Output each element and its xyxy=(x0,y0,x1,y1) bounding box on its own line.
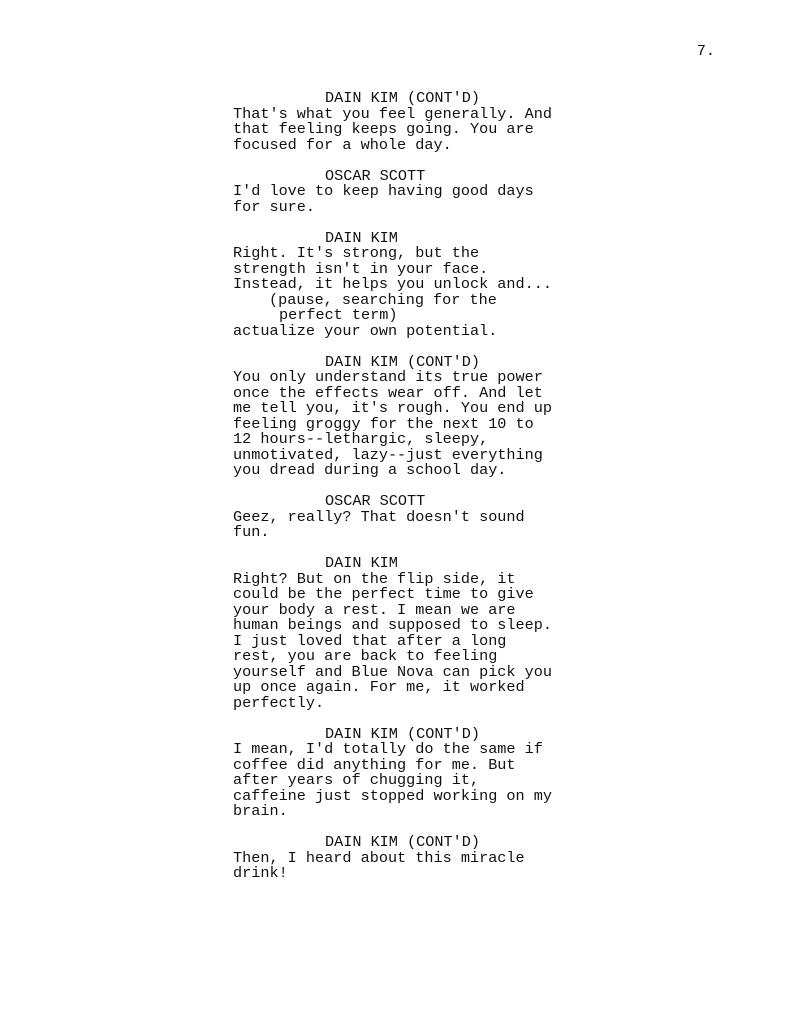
dialogue-line: could be the perfect time to give xyxy=(233,585,534,603)
dialogue-line: drink! xyxy=(233,864,288,882)
dialogue-line: perfectly. xyxy=(233,693,325,712)
character-name: DAIN KIM (CONT'D) xyxy=(325,833,480,851)
dialogue-block xyxy=(233,91,563,153)
parenthetical: perfect term) xyxy=(279,306,398,324)
screenplay-body xyxy=(233,91,563,897)
dialogue-line: fun. xyxy=(233,523,270,541)
dialogue-line: up once again. For me, it worked xyxy=(233,678,525,696)
character-name: DAIN KIM xyxy=(325,554,398,572)
dialogue-line: actualize your own potential. xyxy=(233,321,498,340)
page-number: 7. xyxy=(696,42,715,60)
parenthetical: (pause, searching for the xyxy=(269,290,497,309)
dialogue-line: strength isn't in your face. xyxy=(233,259,489,278)
dialogue-line: you dread during a school day. xyxy=(233,461,507,479)
dialogue-line: your body a rest. I mean we are xyxy=(233,600,516,619)
dialogue-block xyxy=(233,835,563,882)
dialogue-line: Right? But on the flip side, it xyxy=(233,569,516,588)
character-name: OSCAR SCOTT xyxy=(325,492,426,510)
dialogue-line: feeling groggy for the next 10 to xyxy=(233,414,534,433)
dialogue-line: once the effects wear off. And let xyxy=(233,383,543,402)
character-name: DAIN KIM (CONT'D) xyxy=(325,724,480,743)
dialogue-block xyxy=(233,228,563,340)
dialogue-line: caffeine just stopped working on my xyxy=(233,786,552,805)
dialogue-line: I mean, I'd totally do the same if xyxy=(233,740,543,758)
dialogue-line: unmotivated, lazy--just everything xyxy=(233,445,543,464)
dialogue-line: Geez, really? That doesn't sound xyxy=(233,507,525,526)
dialogue-line: rest, you are back to feeling xyxy=(233,647,498,665)
dialogue-line: Instead, it helps you unlock and... xyxy=(233,275,552,293)
dialogue-line: I'd love to keep having good days xyxy=(233,182,534,200)
dialogue-line: me tell you, it's rough. You end up xyxy=(233,399,552,417)
dialogue-line: human beings and supposed to sleep. xyxy=(233,616,552,634)
character-name: DAIN KIM xyxy=(325,228,398,247)
dialogue-line: for sure. xyxy=(233,197,316,216)
dialogue-line: 12 hours--lethargic, sleepy, xyxy=(233,430,489,448)
dialogue-line: That's what you feel generally. And xyxy=(233,104,552,123)
dialogue-line: brain. xyxy=(233,802,288,820)
character-name: OSCAR SCOTT xyxy=(325,166,426,185)
dialogue-block xyxy=(233,556,563,711)
dialogue-block xyxy=(233,166,563,216)
dialogue-line: Right. It's strong, but the xyxy=(233,244,480,262)
dialogue-line: yourself and Blue Nova can pick you xyxy=(233,662,552,681)
dialogue-line: You only understand its true power xyxy=(233,368,543,386)
dialogue-line: I just loved that after a long xyxy=(233,631,507,650)
dialogue-line: after years of chugging it, xyxy=(233,771,480,789)
dialogue-block xyxy=(233,494,563,541)
dialogue-line: coffee did anything for me. But xyxy=(233,755,516,774)
dialogue-line: focused for a whole day. xyxy=(233,135,452,154)
dialogue-line: Then, I heard about this miracle xyxy=(233,848,525,867)
character-name: DAIN KIM (CONT'D) xyxy=(325,352,480,371)
dialogue-block xyxy=(233,724,563,820)
character-name: DAIN KIM (CONT'D) xyxy=(325,89,480,107)
dialogue-block xyxy=(233,352,563,479)
dialogue-line: that feeling keeps going. You are xyxy=(233,120,534,138)
